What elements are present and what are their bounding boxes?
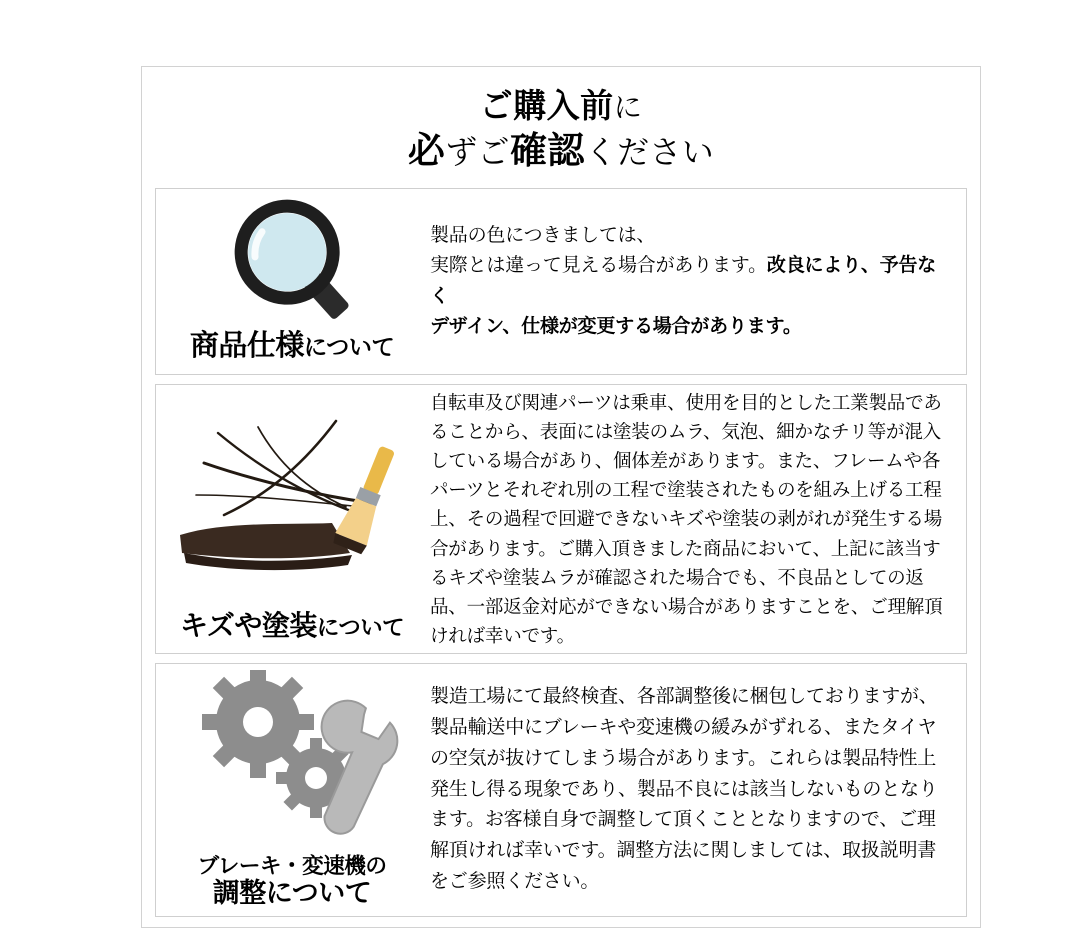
title-line-1	[142, 85, 980, 127]
paint-brush-scratch-icon	[166, 403, 428, 578]
title-line-1-thin: に	[613, 92, 643, 124]
section-1-line-3: デザイン、仕様が変更する場合があります。	[430, 315, 802, 337]
section-3-icon-column	[156, 664, 428, 916]
section-3-label-line-1: ブレーキ・変速機の	[197, 852, 387, 878]
title-line-2-c: 確認	[509, 130, 585, 172]
section-2-icon-column	[156, 385, 428, 653]
section-1-line-1: 製品の色につきましては、	[430, 225, 656, 247]
section-2-label	[156, 610, 428, 641]
section-1-line-2-normal: 実際とは違って見える場合があります。	[430, 255, 767, 277]
section-2-text-column	[428, 385, 966, 653]
title-line-2-a: 必	[407, 130, 446, 172]
section-1-icon-column	[156, 189, 428, 374]
section-1-label-main: 商品仕様	[189, 329, 304, 362]
section-1-label	[156, 330, 428, 362]
magnifier-icon	[192, 197, 382, 332]
section-3-label	[156, 854, 428, 908]
notice-card	[141, 66, 981, 928]
section-2-body: 自転車及び関連パーツは乗車、使用を目的とした工業製品であることから、表面には塗装のムラ、気泡、細かなチリ等が混入している場合があり、個体差があります。また、フレームや各パーツとそれぞれ別の工程で塗装されたものを組み上げる工程上、その過程で回避できないキズや塗装の剥がれが発生する場合があります。ご購入頂きました商品において、上記に該当するキズや塗装ムラが確認された場合でも、不良品としての返品、一部返金対応ができない場合がありますことを、ご理解頂ければ幸いです。	[430, 392, 943, 646]
section-1-text-column	[428, 189, 966, 374]
section-brake-gear-adjust	[155, 663, 967, 917]
section-3-body: 製造工場にて最終検査、各部調整後に梱包しておりますが、製品輸送中にブレーキや変速機の緩みがずれる、またタイヤの空気が抜けてしまう場合があります。これらは製品特性上発生し得る現象であり、製品不良には該当しないものとなります。お客様自身で調整して頂くこととなりますので、ご理解頂ければ幸いです。調整方法に関しましては、取扱説明書をご参照ください。	[430, 686, 938, 892]
section-1-line-2	[430, 251, 950, 311]
section-1-label-sub: について	[303, 333, 395, 360]
section-scratch-paint	[155, 384, 967, 654]
page-title	[142, 67, 980, 175]
title-line-2-d: ください	[584, 134, 715, 171]
section-product-spec	[155, 188, 967, 375]
title-line-1-bold: ご購入前	[479, 87, 614, 124]
title-line-2-b: ずご	[445, 134, 510, 171]
section-3-text-column	[428, 664, 966, 916]
gear-wrench-icon	[180, 670, 400, 838]
section-1-line-2-bold: 改良により、予告なく	[430, 255, 937, 307]
section-2-label-sub: について	[316, 614, 405, 640]
section-3-label-line-2: 調整について	[212, 877, 372, 908]
title-line-2	[142, 127, 980, 174]
section-2-label-main: キズや塗装	[179, 609, 317, 641]
section-1-body	[430, 221, 950, 341]
